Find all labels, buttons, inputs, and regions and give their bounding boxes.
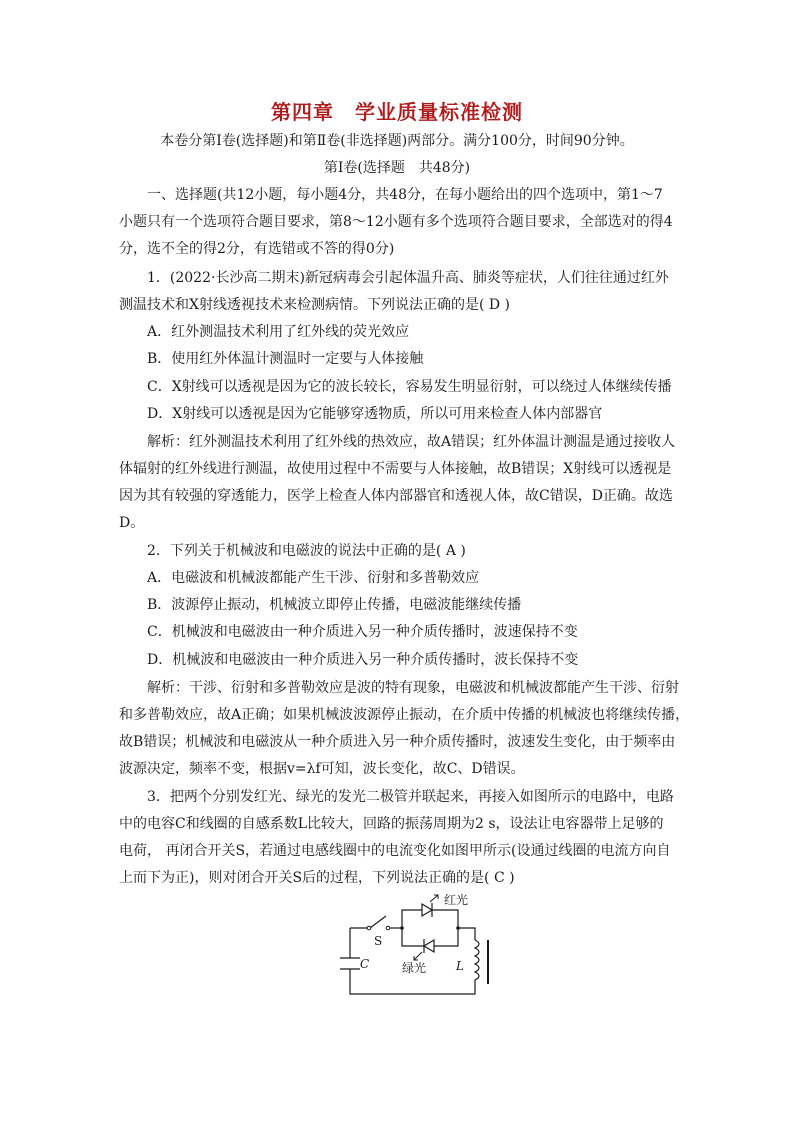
q3-stem: 中的电容C和线圈的自感系数L比较大，回路的振荡周期为2 s，设法让电容器带上足够的	[119, 816, 664, 832]
switch-contact-left	[367, 926, 371, 930]
q1-analysis: 解析：红外测温技术利用了红外线的热效应，故A错误；红外体温计测温是通过接收人	[147, 434, 676, 450]
q1-option-d: D．X射线可以透视是因为它能够穿透物质，所以可用来检查人体内部器官	[147, 406, 603, 422]
q1-option-a: A．红外测温技术利用了红外线的荧光效应	[147, 324, 410, 340]
green-led-label: 绿光	[402, 961, 427, 975]
q2-option-d: D．机械波和电磁波由一种介质进入另一种介质传播时，波长保持不变	[147, 652, 579, 668]
q2-option-b: B．波源停止振动，机械波立即停止传播，电磁波能继续传播	[147, 597, 522, 613]
q2-stem: 2．下列关于机械波和电磁波的说法中正确的是( A )	[147, 543, 466, 559]
q1-analysis: 因为其有较强的穿透能力，医学上检查人体内部器官和透视人体，故C错误，D正确。故选	[119, 488, 673, 504]
q2-analysis: 解析：干涉、衍射和多普勒效应是波的特有现象，电磁波和机械波都能产生干涉、衍射	[147, 680, 679, 696]
q1-analysis: D。	[119, 515, 145, 531]
inductor-label: L	[456, 959, 464, 973]
q1-analysis: 体辐射的红外线进行测温，故使用过程中不需要与人体接触，故B错误；X射线可以透视是	[119, 461, 672, 477]
q3-stem: 电荷， 再闭合开关S，若通过电感线圈中的电流变化如图甲所示(设通过线圈的电流方向自	[119, 843, 671, 859]
q1-stem: 1．(2022·长沙高二期末)新冠病毒会引起体温升高、肺炎等症状，人们往往通过红外	[147, 270, 669, 286]
q1-stem: 测温技术和X射线透视技术来检测病情。下列说法正确的是( D )	[119, 297, 511, 313]
switch-contact-right	[386, 926, 390, 930]
q2-analysis: 和多普勒效应，故A正确；如果机械波波源停止振动，在介质中传播的机械波也将继续传播，	[119, 707, 690, 723]
inductor-coil	[475, 940, 479, 986]
instructions-line: 分，选不全的得2分，有选错或不答的得0分)	[119, 241, 395, 257]
q2-option-a: A．电磁波和机械波都能产生干涉、衍射和多普勒效应	[147, 570, 480, 586]
capacitor-label: C	[360, 957, 370, 971]
switch-blade	[370, 916, 386, 928]
red-led-icon	[422, 895, 438, 917]
instructions-line: 小题只有一个选项符合题目要求，第8～12小题有多个选项符合题目要求，全部选对的得4	[119, 214, 673, 230]
q3-stem: 3．把两个分别发红光、绿光的发光二极管并联起来，再接入如图所示的电路中，电路	[147, 789, 674, 805]
bottom-wire	[350, 972, 475, 994]
switch-label: S	[374, 934, 383, 948]
green-led-icon	[414, 939, 434, 960]
intro-text: 本卷分第Ⅰ卷(选择题)和第Ⅱ卷(非选择题)两部分。满分100分，时间90分钟。	[160, 133, 634, 149]
right-wire-top	[458, 928, 475, 940]
q1-option-b: B．使用红外体温计测温时一定要与人体接触	[147, 351, 424, 367]
junction-dot-left	[400, 926, 404, 930]
red-branch-wire	[402, 910, 458, 928]
page-title: 第四章 学业质量标准检测	[271, 100, 523, 124]
instructions-line: 一、选择题(共12小题，每小题4分，共48分，在每小题给出的四个选项中，第1～7	[147, 187, 663, 203]
junction-dot-right	[456, 926, 460, 930]
section-heading: 第Ⅰ卷(选择题 共48分)	[323, 160, 471, 176]
q2-analysis: 波源决定，频率不变，根据v=λf可知，波长变化，故C、D错误。	[119, 761, 525, 777]
q3-stem: 上而下为正)，则对闭合开关S后的过程，下列说法正确的是( C )	[119, 870, 515, 886]
q1-option-c: C．X射线可以透视是因为它的波长较长，容易发生明显衍射，可以绕过人体继续传播	[147, 379, 672, 395]
q2-option-c: C．机械波和电磁波由一种介质进入另一种介质传播时，波速保持不变	[147, 624, 578, 640]
red-led-label: 红光	[444, 893, 469, 907]
q2-analysis: 故B错误；机械波和电磁波从一种介质进入另一种介质传播时，波速发生变化，由于频率由	[119, 734, 676, 750]
lc-circuit-diagram	[330, 890, 500, 1010]
